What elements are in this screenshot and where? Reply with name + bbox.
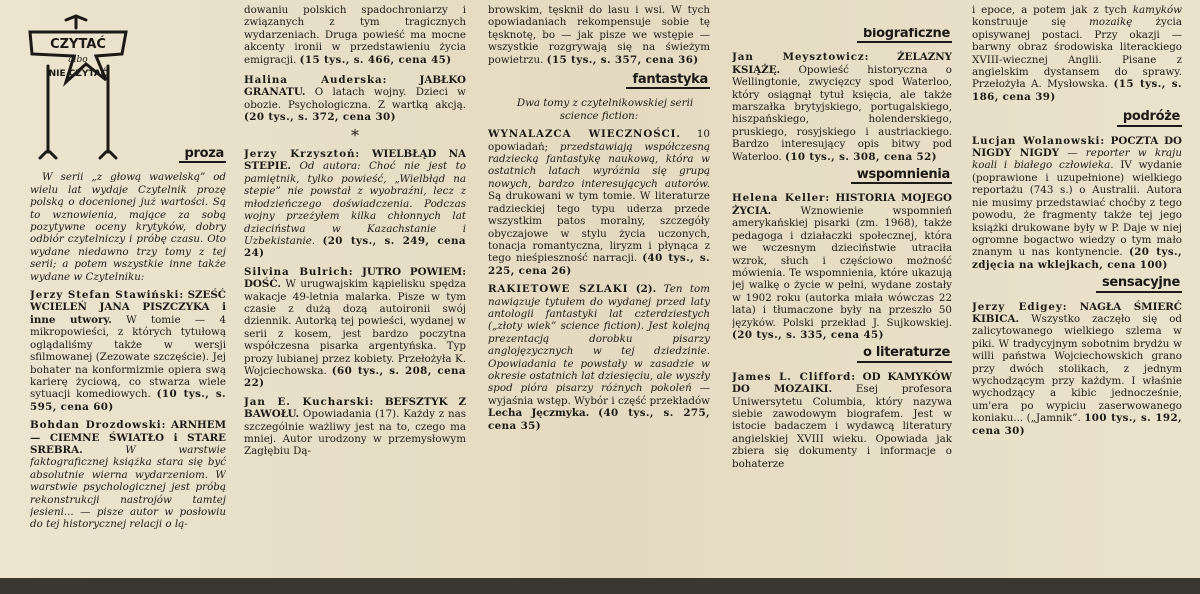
logo-line3: NIE CZYTAĆ — [48, 69, 108, 79]
review-bulrich: Silvina Bulrich: JUTRO POWIEM: DOŚĆ. W urugwajskim kąpielisku spędza wakacje 49-letnia malarka. Pisze w tym czasie z dużą dozą autoironii swój dziennik. Autorką tej powieści, wydanej w serii z kosem, jest bardzo poczytna współczesna pisarka argentyńska. Typ prozy lubianej przez kobiety. Przełożyła K. Wojciechowska. (60 tys., s. 208, cena 22) — [244, 265, 466, 390]
continuation-text: browskim, tęsknił do lasu i wsi. W tych opowiadaniach rekompensuje sobie tę tęsknotę, bo — jak pisze we wstępie — wszystkie rozgrywają się na świeżym powietrzu. (15 tys., s. 357, cena 36) — [488, 4, 710, 66]
column-4 — [732, 28, 952, 476]
column-2 — [244, 4, 466, 464]
section-header-sensacyjne: sensacyjne — [972, 277, 1182, 292]
column-1 — [30, 142, 226, 537]
review-meysztowicz: Jan Meysztowicz: ŻELAZNY KSIĄŻĘ. Opowieść historyczna o Wellingtonie, zwycięzcy spod Waterloo, który osiągnął tytuł księcia, ale także marszałka brytyjskiego, portugalskiego, hiszpańskiego, holenderskiego, pruskiego, rosyjskiego i austriackiego. Bardzo interesujący opis bitwy pod Waterloo. (10 tys., s. 308, cena 52) — [732, 51, 952, 163]
section-header-podroze: podróże — [972, 111, 1182, 126]
review-keller: Helena Keller: HISTORIA MOJEGO ŻYCIA. Wznowienie wspomnień amerykańskiej pisarki (zm. 1968), także pedagoga i działaczki społecznej, która we wczesnym dzieciństwie utraciła wzrok, słuch i częściowo możność mówienia. Te wspomnienia, które ukazują jej walkę o życie w pełni, wydane zostały w 1902 roku (autorka miała wówczas 22 lata) i tłumaczone były na przeszło 50 języków. Polski przekład J. Sujkowskiej. (20 tys., s. 335, cena 45) — [732, 192, 952, 341]
section-header-biograficzne: biograficzne — [732, 28, 952, 43]
continuation-text: i epoce, a potem jak z tych kamyków konstruuje się mozaikę życia opisywanej postaci. Przy okazji — barwny obraz środowiska literackiego XVIII-wiecznej Anglii. Pisane z angielskim dystansem do sprawy. Przełożyła A. Mysłowska. (15 tys., s. 186, cena 39) — [972, 4, 1182, 103]
column-5 — [972, 4, 1182, 443]
review-wynalazca: WYNALAZCA WIECZNOŚCI. 10 opowiadań; przedstawiają współczesną radziecką fantastykę naukową, która w ostatnich latach wyróżnia się grupą nowych, bardzo interesujących autorów. Są drukowani w tym tomie. W literaturze radzieckiej tego typu uderza przede wszystkim patos moralny, szczegóły obyczajowe w stylu życia uczonych, tonacja romantyczna, liryzm i płynąca z tego nieśpieszność narracji. (40 tys., s. 225, cena 26) — [488, 128, 710, 277]
review-drozdowski: Bohdan Drozdowski: ARNHEM — CIEMNE ŚWIATŁO i STARE SREBRA. W warstwie faktograficznej książka stara się być absolutnie wierna wydarzeniom. W warstwie psychologicznej jest próbą rekonstrukcji nastrojów tamtej jesieni... — pisze autor w posłowiu do tej historycznej relacji o lą- — [30, 419, 226, 531]
section-header-fantastyka: fantastyka — [488, 74, 710, 89]
logo-line1: CZYTAĆ — [50, 37, 106, 52]
review-krzyszton: Jerzy Krzysztoń: WIELBŁĄD NA STEPIE. Od autora: Choć nie jest to pamiętnik, tylko powieść, „Wielbłąd na stepie” nie powstał z wyobraźni, lecz z młodzieńczego doświadczenia. Podczas wojny przeżyłem kilka chłonnych lat dzieciństwa w Kazachstanie i Uzbekistanie. (20 tys., s. 249, cena 24) — [244, 148, 466, 260]
review-kucharski: Jan E. Kucharski: BEFSZTYK Z BAWOŁU. Opowiadania (17). Każdy z nas szczególnie ważliwy jest na to, czego ma mniej. Autor urodzony w przemysłowym Zagłębiu Dą- — [244, 395, 466, 458]
review-rakietowe-szlaki: RAKIETOWE SZLAKI (2). Ten tom nawiązuje tytułem do wydanej przed laty antologii fantastyki lat czterdziestych („złoty wiek” science fiction). Jest kolejną prezentacją dorobku pisarzy anglojęzycznych w tej dziedzinie. Opowiadania te powstały w zasadzie w okresie ostatnich lat dziesięciu, ale wyszły spod pióra pisarzy różnych pokoleń — wyjaśnia wstęp. Wybór i część przekładów Lecha Jęczmyka. (40 tys., s. 275, cena 35) — [488, 283, 710, 432]
logo-line2: albo — [68, 55, 88, 65]
section-header-o-literaturze: o literaturze — [732, 347, 952, 362]
column-3 — [488, 4, 710, 438]
section-header-wspomnienia: wspomnienia — [732, 169, 952, 184]
review-stawinski: Jerzy Stefan Stawiński: SZEŚĆ WCIELEŃ JANA PISZCZYKA i inne utwory. W tomie — 4 mikropowieści, z których tytułową oglądaliśmy także w wersji sfilmowanej (Zezowate szczęście). Jej bohater na konformizmie opiera swą karierę życiową, co stwarza wiele sytuacji komediowych. (10 tys., s. 595, cena 60) — [30, 289, 226, 413]
review-clifford: James L. Clifford: OD KAMYKÓW DO MOZAIKI. Esej profesora Uniwersytetu Columbia, który nazywa siebie zawodowym biografem. Jest w istocie badaczem i wydawcą literatury angielskiej XVIII wieku. Opowiada jak zbiera się dokumenty i informacje o bohaterze — [732, 370, 952, 470]
intro-text: Dwa tomy z czytelnikowskiej serii science fiction: — [516, 97, 694, 122]
bottom-border-strip — [0, 578, 1200, 594]
intro-text: W serii „z głową wawelską” od wielu lat wydaje Czytelnik prozę polską o docenionej już wartości. Są to wznowienia, mające za sobą pozytywne oceny krytyków, dobry odbiór czytelniczy i próbę czasu. Oto wydane niedawno trzy tomy z tej serii; a potem wszystkie inne także wydane w Czytelniku: — [30, 171, 226, 283]
review-edigey: Jerzy Edigey: NAGŁA ŚMIERĆ KIBICA. Wszystko zaczęło się od zalicytowanego wielkiego szlema w piki. W tradycyjnym sobotnim brydżu w willi państwa Wojciechowskich grano przy dwóch stolikach, z jednym wychodzącym przy każdym. I właśnie wychodzący a kibic jednocześnie, um'era po wypiciu zaserwowanego koniaku... („Jamnik”. 100 tys., s. 192, cena 30) — [972, 300, 1182, 437]
section-header-proza: proza — [30, 148, 226, 163]
review-auderska: Halina Auderska: JABŁKO GRANATU. O latach wojny. Dzieci w obozie. Psychologiczna. Z wartką akcją. (20 tys., s. 372, cena 30) — [244, 74, 466, 124]
review-wolanowski: Lucjan Wolanowski: POCZTA DO NIGDY NIGDY — reporter w kraju koali i białego człowieka. IV wydanie (poprawione i uzupełnione) wielkiego reportażu (743 s.) o Australii. Autora nie musimy przedstawiać choćby z tego powodu, że fragmenty także tej jego książki drukowane były w P. Daje w niej ogromne bogactwo wiedzy o tym mało znanym u nas kontynencie. (20 tys., zdjęcia na wklejkach, cena 100) — [972, 134, 1182, 271]
continuation-text: dowaniu polskich spadochroniarzy i związanych z tym tragicznych wydarzeniach. Druga powieść ma mocne akcenty ironii w przedstawieniu życia emigracji. (15 tys., s. 466, cena 45) — [244, 4, 466, 66]
czytac-logo — [18, 10, 138, 160]
separator-star: * — [351, 125, 359, 145]
